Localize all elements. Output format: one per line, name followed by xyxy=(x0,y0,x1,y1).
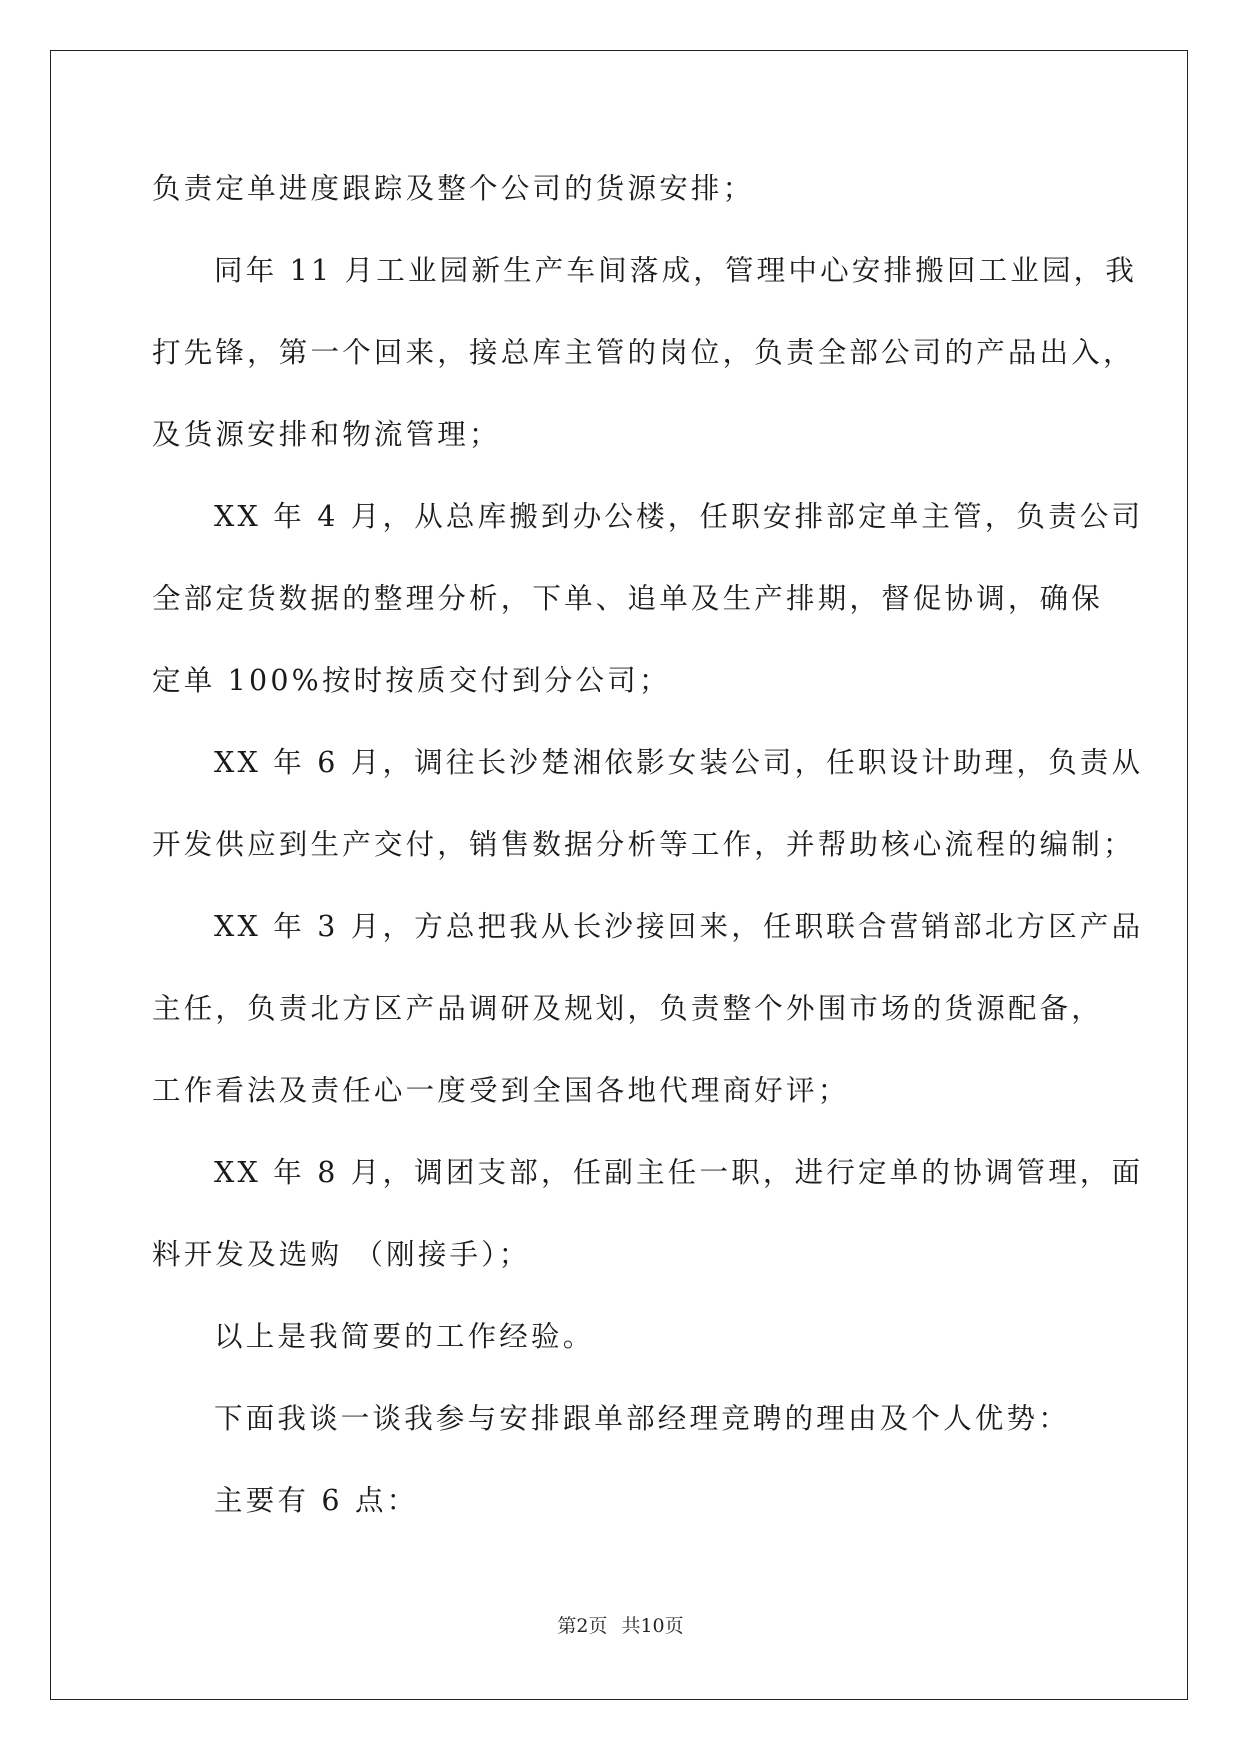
page-total: 共10页 xyxy=(621,1615,684,1637)
text-line: 主任，负责北方区产品调研及规划，负责整个外围市场的货源配备， xyxy=(152,992,1104,1025)
text-line: 开发供应到生产交付，销售数据分析等工作，并帮助核心流程的编制； xyxy=(152,828,1135,861)
text-line: XX 年 3 月，方总把我从长沙接回来，任职联合营销部北方区产品 xyxy=(214,910,1144,943)
text-line: XX 年 4 月，从总库搬到办公楼，任职安排部定单主管，负责公司 xyxy=(214,500,1144,533)
text-line: 以上是我简要的工作经验。 xyxy=(214,1320,595,1353)
text-line: 同年 11 月工业园新生产车间落成，管理中心安排搬回工业园，我 xyxy=(214,254,1138,287)
document-body xyxy=(152,148,1144,1542)
text-line: XX 年 6 月，调往长沙楚湘依影女装公司，任职设计助理，负责从 xyxy=(214,746,1144,779)
text-line: 料开发及选购 （刚接手）； xyxy=(152,1238,531,1271)
text-line: 下面我谈一谈我参与安排跟单部经理竞聘的理由及个人优势： xyxy=(214,1402,1070,1435)
text-line: 全部定货数据的整理分析，下单、追单及生产排期，督促协调，确保 xyxy=(152,582,1104,615)
text-line: 及货源安排和物流管理； xyxy=(152,418,501,451)
text-line: 负责定单进度跟踪及整个公司的货源安排； xyxy=(152,172,755,205)
text-line: XX 年 8 月，调团支部，任副主任一职，进行定单的协调管理，面 xyxy=(214,1156,1144,1189)
text-line: 主要有 6 点： xyxy=(214,1484,419,1517)
text-line: 打先锋，第一个回来，接总库主管的岗位，负责全部公司的产品出入， xyxy=(152,336,1135,369)
text-line: 定单 100%按时按质交付到分公司； xyxy=(152,664,671,697)
page-number: 第2页 xyxy=(557,1615,608,1637)
text-line: 工作看法及责任心一度受到全国各地代理商好评； xyxy=(152,1074,850,1107)
page-footer xyxy=(0,1611,1241,1638)
